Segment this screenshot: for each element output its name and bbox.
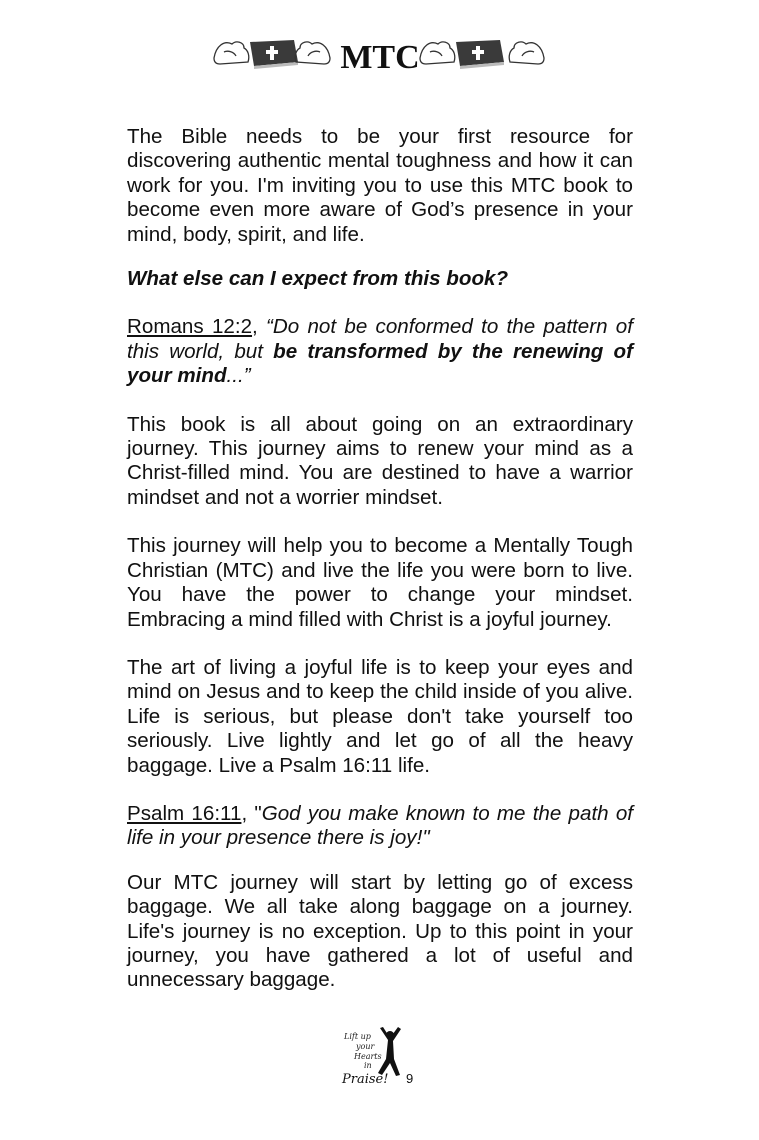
logo-line-2: your [356,1042,375,1051]
romans-quote-end: ...” [226,364,251,388]
page-body [127,125,633,993]
footer-logo [330,1025,425,1090]
section-heading: What else can I expect from this book? [127,267,509,291]
bible-icon [456,40,504,69]
psalm-quote-paragraph [127,802,633,851]
praise-logo [330,1025,425,1090]
intro-paragraph: The Bible needs to be your first resource for discovering authentic mental toughness and how it can work for you. I'm inviting you to use this MTC book to become even more aware of God’s presence in your mind, body, spirit, and life. [127,125,633,246]
logo-line-1: Lift up [344,1032,371,1041]
logo-line-5: Praise! [342,1072,389,1087]
flexed-arm-icon [509,42,544,64]
page-number: 9 [406,1071,414,1086]
psalm-separator: , " [241,801,262,825]
romans-quote-emphasis: be transformed by the renewing of your mind [127,339,633,388]
logo-line-4: in [364,1061,372,1070]
flexed-arm-icon [214,42,249,64]
psalm-reference: Psalm 16:11 [127,801,242,825]
flexed-arm-icon [420,42,455,64]
psalm-quote: God you make known to me the path of life in your presence there is joy!" [127,801,633,850]
journey-paragraph: This book is all about going on an extraordinary journey. This journey aims to renew your mind as a Christ-filled mind. You are destined to have a warrior mindset and not a worrier mindset. [127,412,633,509]
romans-quote-paragraph [127,315,633,388]
logo-line-3: Hearts [354,1052,382,1061]
baggage-paragraph: Our MTC journey will start by letting go of excess baggage. We all take along baggage on a journey. Life's journey is no exception. Up to this point in your journey, you have gathered a lot of useful and unnecessary baggage. [127,870,633,992]
flexed-arm-icon [295,42,330,64]
romans-separator: , [252,315,267,339]
header-banner [210,28,550,76]
romans-quote-start: “Do not be conformed to the pattern of this world, but [127,315,633,363]
header-title: MTC [339,39,420,76]
mtc-paragraph: This journey will help you to become a Mentally Tough Christian (MTC) and live the life you were born to live. You have the power to change your mindset. Embracing a mind filled with Christ is a joyful journey. [127,534,633,631]
page-header [0,28,759,76]
romans-reference: Romans 12:2 [127,315,253,339]
joyful-life-paragraph: The art of living a joyful life is to keep your eyes and mind on Jesus and to keep the child inside of you alive. Life is serious, but please don't take yourself too seriously. Live lightly and let go of all the heavy baggage. Live a Psalm 16:11 life. [127,655,633,777]
bible-icon [250,40,298,69]
